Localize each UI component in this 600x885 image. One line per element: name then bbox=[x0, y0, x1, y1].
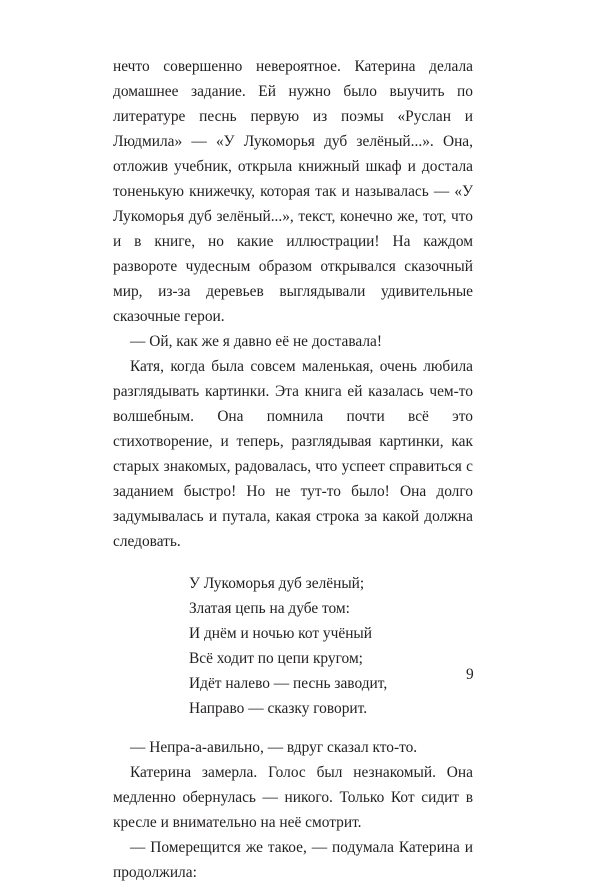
body-text bbox=[113, 54, 473, 885]
paragraph: — Ой, как же я давно её не доставала! bbox=[130, 333, 383, 350]
paragraph: Катерина замерла. Голос был незнакомый. Она медленно обернулась — никого. Только Кот сидит в кресле и внимательно на неё смотрит. bbox=[113, 764, 473, 831]
poem-line: Направо — сказку говорит. bbox=[189, 700, 368, 717]
paragraph: нечто совершенно невероятное. Катерина делала домашнее задание. Ей нужно было выучить по литературе песнь первую из поэмы «Руслан и Людмила» — «У Лукоморья дуб зелёный...». Она, отложив учебник, открыла книжный шкаф и достала тоненькую книжечку, которая так и называлась — «У Лукоморья дуб зелёный...», текст, конечно же, тот, что и в книге, но какие иллюстрации! На каждом развороте чудесным образом открывался сказочный мир, из-за деревьев выглядывали удивительные сказочные герои. bbox=[113, 58, 473, 325]
poem-line: Златая цепь на дубе том: bbox=[189, 600, 350, 617]
poem-line: Идёт налево — песнь заводит, bbox=[189, 675, 388, 692]
poem-line: Всё ходит по цепи кругом; bbox=[189, 650, 363, 667]
paragraph: — Померещится же такое, — подумала Катерина и продолжила: bbox=[113, 839, 473, 881]
poem-line: У Лукоморья дуб зелёный; bbox=[189, 575, 365, 592]
paragraph: Катя, когда была совсем маленькая, очень любила разглядывать картинки. Эта книга ей казалась чем-то волшебным. Она помнила почти всё это стихотворение, и теперь, разглядывая картинки, как старых знакомых, радовалась, что успеет справиться с заданием быстро! Но не тут-то было! Она долго задумывалась и путала, какая строка за какой должна следовать. bbox=[113, 358, 473, 550]
poem-stanza bbox=[189, 571, 473, 721]
paragraph: — Непра-а-авильно, — вдруг сказал кто-то. bbox=[130, 739, 418, 756]
poem-line: И днём и ночью кот учёный bbox=[189, 625, 373, 642]
page-number: 9 bbox=[466, 666, 474, 683]
